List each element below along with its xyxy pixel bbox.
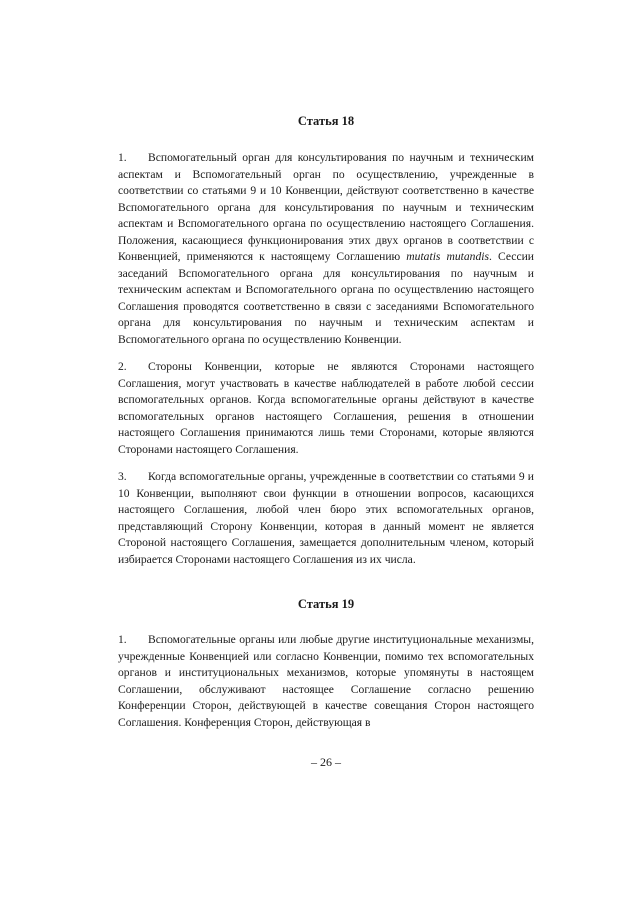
paragraph-number: 1. (118, 633, 127, 646)
article-19-title: Статья 19 (297, 597, 355, 611)
article-18-title: Статья 18 (297, 114, 355, 128)
article-18-paragraph-2 (118, 359, 534, 458)
paragraph-text-continued: . Сессии заседаний Вспомогательного органа для консультирования по научным и техническим аспектам и Вспомогательного органа по осуществлению настоящего Соглашения проводятся соответственно в связи с заседаниями Вспомогательного органа для консультирования по научным и техническим аспектам и Вспомогательного органа по осуществлению Конвенции. (118, 250, 534, 346)
paragraph-number: 1. (118, 151, 127, 164)
latin-phrase: mutatis mutandis (406, 250, 490, 263)
article-19-paragraph-1 (118, 632, 534, 731)
article-18-paragraph-3 (118, 469, 534, 568)
paragraph-text: Вспомогательный орган для консультирования по научным и техническим аспектам и Вспомогательный орган по осуществлению, учрежденные в соответствии со статьями 9 и 10 Конвенции, действуют соответственно в качестве Вспомогательного органа для консультирования по научным и техническим аспектам и Вспомогательного органа по осуществлению настоящего Соглашения. Положения, касающиеся функционирования этих двух органов в соответствии с Конвенцией, применяются к настоящему Соглашению (118, 151, 534, 263)
paragraph-text: Вспомогательные органы или любые другие институциональные механизмы, учрежденные Конвенцией или согласно Конвенции, помимо тех вспомогательных органов и институциональных механизмов, которые упомянуты в настоящем Соглашении, обслуживают настоящее Соглашение согласно решению Конференции Сторон, действующей в качестве совещания Сторон настоящего Соглашения. Конференция Сторон, действующая в (118, 633, 534, 729)
article-18-paragraph-1 (118, 150, 534, 348)
paragraph-text: Стороны Конвенции, которые не являются Сторонами настоящего Соглашения, могут участвовать в качестве наблюдателей в работе любой сессии вспомогательных органов. Когда вспомогательные органы действуют в качестве вспомогательных органов настоящего Соглашения, решения в отношении настоящего Соглашения принимаются лишь теми Сторонами, которые являются Сторонами настоящего Соглашения. (118, 360, 534, 456)
paragraph-text: Когда вспомогательные органы, учрежденные в соответствии со статьями 9 и 10 Конвенции, выполняют свои функции в отношении вопросов, касающихся настоящего Соглашения, любой член бюро этих вспомогательных органов, представляющий Сторону Конвенции, которая в данный момент не является Стороной настоящего Соглашения, замещается дополнительным членом, который избирается Сторонами настоящего Соглашения из их числа. (118, 470, 534, 566)
paragraph-number: 2. (118, 360, 127, 373)
page-number: – 26 – (311, 755, 341, 769)
paragraph-number: 3. (118, 470, 127, 483)
